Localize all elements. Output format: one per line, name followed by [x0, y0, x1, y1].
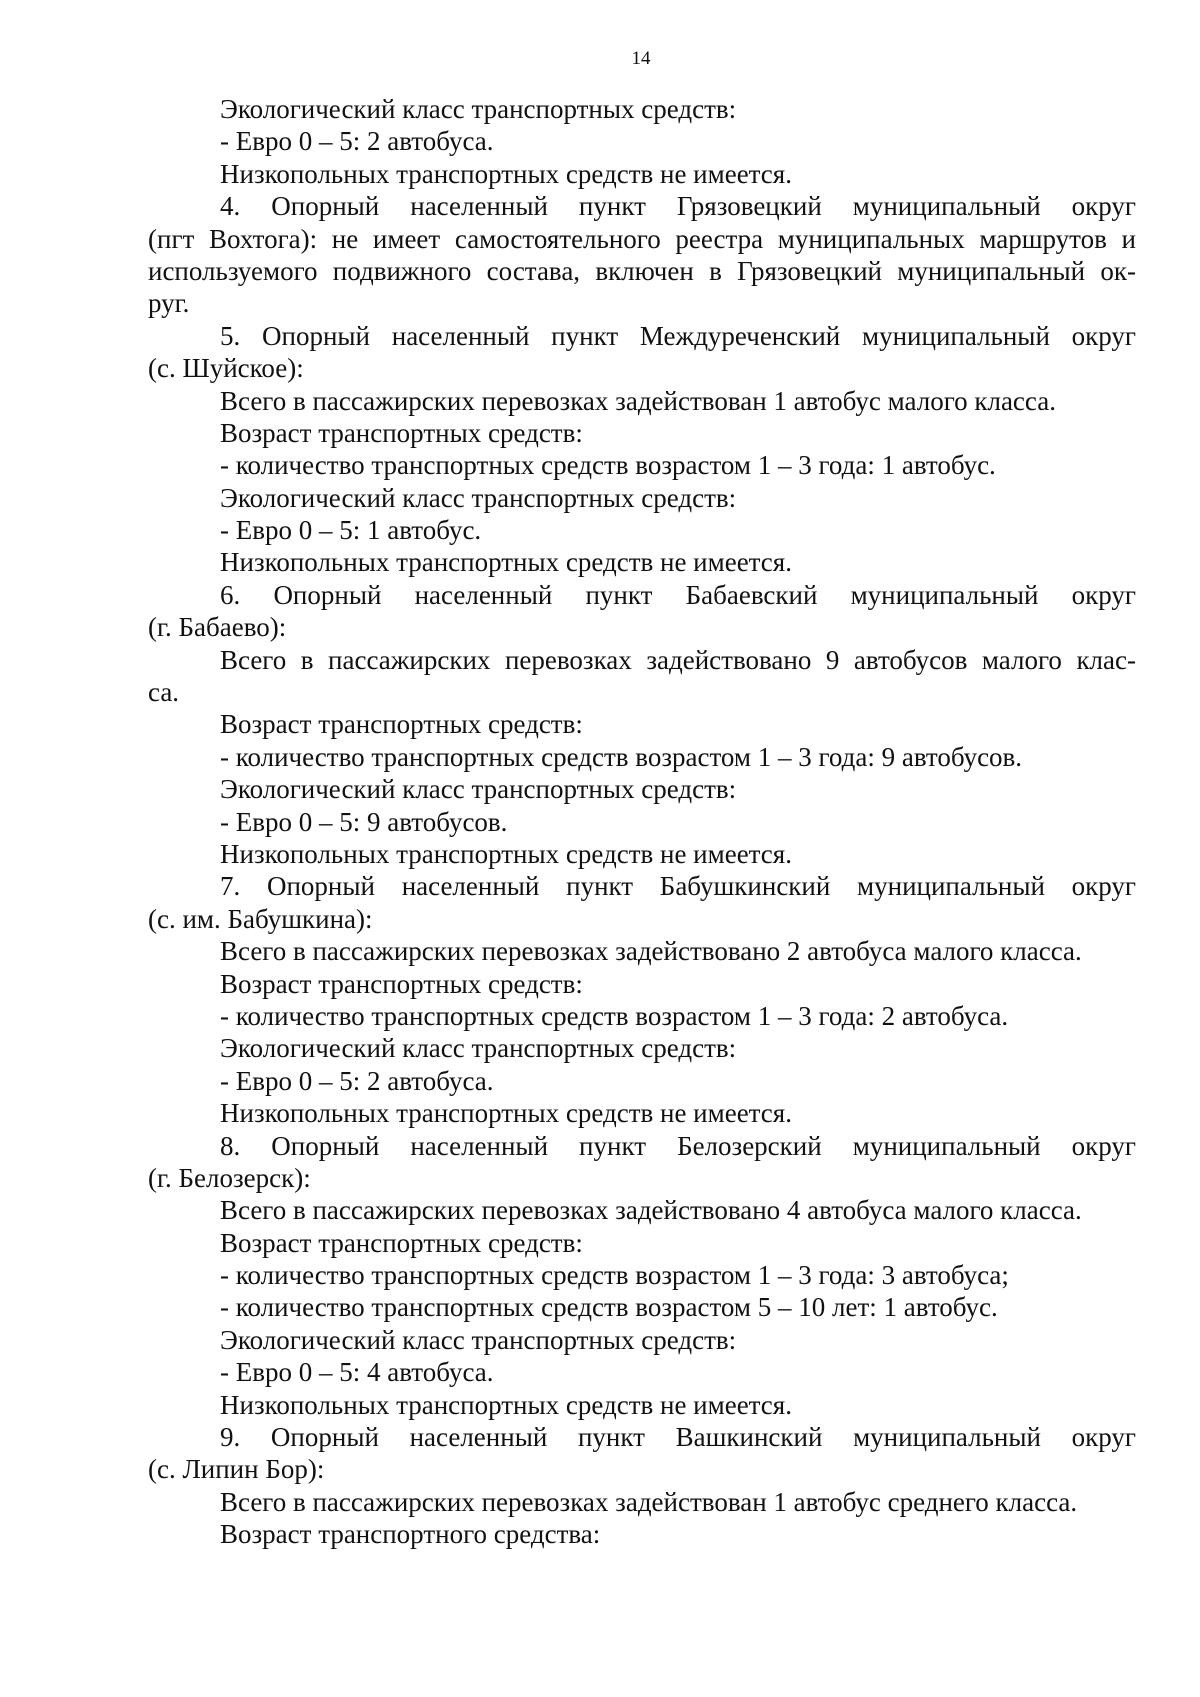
- text-line: Возраст транспортных средств:: [220, 968, 583, 999]
- text-line: са.: [148, 677, 180, 708]
- text-line: Экологический класс транспортных средств:: [220, 1033, 737, 1064]
- text-line: Возраст транспортных средств:: [220, 709, 583, 740]
- text-line: - Евро 0 – 5: 1 автобус.: [220, 515, 482, 546]
- text-line: Экологический класс транспортных средств:: [220, 1324, 737, 1355]
- text-line: 8. Опорный населенный пункт Белозерский муниципальный округ: [220, 1130, 1136, 1161]
- text-line: (пгт Вохтога): не имеет самостоятельного реестра муниципальных маршрутов и: [148, 223, 1136, 254]
- text-line: - количество транспортных средств возрастом 1 – 3 года: 3 автобуса;: [220, 1260, 1009, 1291]
- text-line: Низкопольных транспортных средств не имеется.: [220, 1098, 792, 1129]
- text-line: Экологический класс транспортных средств:: [220, 482, 737, 513]
- text-line: 5. Опорный населенный пункт Междуреченский муниципальный округ: [220, 320, 1136, 351]
- text-line: - количество транспортных средств возрастом 1 – 3 года: 2 автобуса.: [220, 1000, 1009, 1031]
- text-line: Всего в пассажирских перевозках задействовано 9 автобусов малого клас-: [220, 644, 1136, 675]
- text-line: - Евро 0 – 5: 9 автобусов.: [220, 806, 508, 837]
- text-line: Всего в пассажирских перевозках задействован 1 автобус малого класса.: [220, 385, 1056, 416]
- text-line: Возраст транспортных средств:: [220, 417, 583, 448]
- text-line: Низкопольных транспортных средств не имеется.: [220, 1389, 792, 1420]
- text-line: - количество транспортных средств возрастом 1 – 3 года: 1 автобус.: [220, 450, 996, 481]
- text-line: Возраст транспортного средства:: [220, 1519, 601, 1550]
- text-line: Низкопольных транспортных средств не имеется.: [220, 838, 792, 869]
- text-line: Низкопольных транспортных средств не имеется.: [220, 158, 792, 189]
- text-line: (г. Бабаево):: [148, 612, 287, 643]
- text-line: - Евро 0 – 5: 2 автобуса.: [220, 126, 494, 157]
- text-line: Всего в пассажирских перевозках задействован 1 автобус среднего класса.: [220, 1486, 1078, 1517]
- text-line: 7. Опорный населенный пункт Бабушкинский муниципальный округ: [220, 871, 1136, 902]
- text-line: используемого подвижного состава, включен в Грязовецкий муниципальный ок-: [148, 255, 1136, 286]
- text-line: (с. Липин Бор):: [148, 1454, 325, 1485]
- text-line: - Евро 0 – 5: 4 автобуса.: [220, 1357, 494, 1388]
- text-line: Всего в пассажирских перевозках задействовано 2 автобуса малого класса.: [220, 936, 1082, 967]
- page-number: 14: [631, 48, 651, 69]
- text-line: (г. Белозерск):: [148, 1162, 311, 1193]
- text-line: Всего в пассажирских перевозках задействовано 4 автобуса малого класса.: [220, 1195, 1082, 1226]
- text-line: - Евро 0 – 5: 2 автобуса.: [220, 1065, 494, 1096]
- text-line: (с. им. Бабушкина):: [148, 903, 373, 934]
- document-body: [148, 93, 1136, 1551]
- text-line: Экологический класс транспортных средств:: [220, 94, 737, 124]
- text-line: (с. Шуйское):: [148, 353, 304, 384]
- text-line: руг.: [148, 288, 190, 319]
- text-line: - количество транспортных средств возрастом 1 – 3 года: 9 автобусов.: [220, 741, 1023, 772]
- text-line: Низкопольных транспортных средств не имеется.: [220, 547, 792, 578]
- text-line: 9. Опорный населенный пункт Вашкинский муниципальный округ: [220, 1422, 1136, 1453]
- text-line: Экологический класс транспортных средств:: [220, 774, 737, 805]
- text-line: 6. Опорный населенный пункт Бабаевский муниципальный округ: [220, 579, 1136, 610]
- text-line: - количество транспортных средств возрастом 5 – 10 лет: 1 автобус.: [220, 1292, 998, 1323]
- text-line: 4. Опорный населенный пункт Грязовецкий муниципальный округ: [220, 191, 1136, 222]
- text-line: Возраст транспортных средств:: [220, 1227, 583, 1258]
